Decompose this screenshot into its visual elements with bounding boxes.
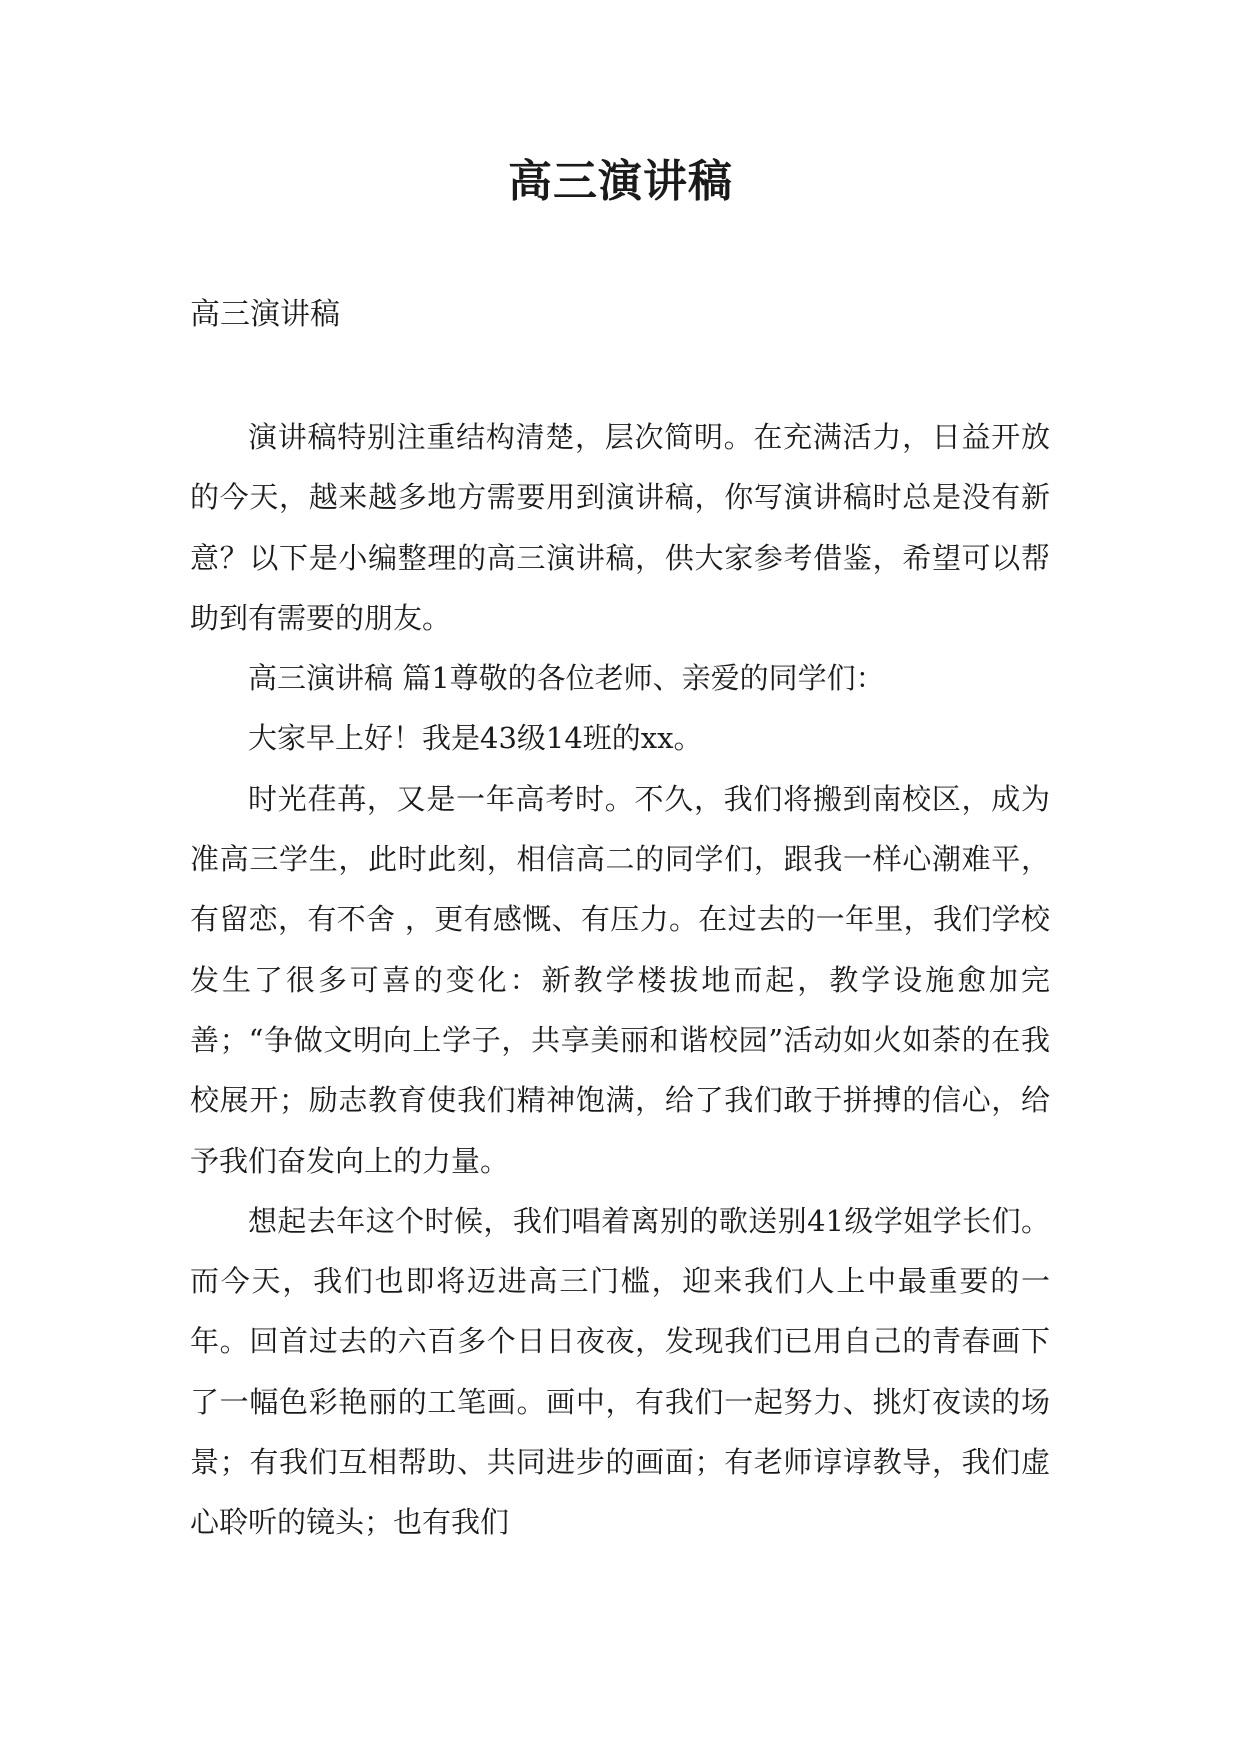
paragraph-greeting: 大家早上好！我是43级14班的xx。 (248, 721, 703, 756)
paragraph-time-passes: 时光荏苒，又是一年高考时。不久，我们将搬到南校区，成为准高三学生，此时此刻，相信高二的同学们，跟我一样心潮难平，有留恋，有不舍 ，更有感慨、有压力。在过去的一年里，我们学校发生了很多可喜的变化：新教学楼拔地而起，教学设施愈加完善；“争做文明向上学子，共享美丽和谐校园”活动如火如荼的在我校展开；励志教育使我们精神饱满，给了我们敢于拼搏的信心，给予我们奋发向上的力量。 (190, 781, 1050, 1178)
paragraph-salutation: 高三演讲稿 篇1尊敬的各位老师、亲爱的同学们： (248, 661, 885, 696)
document-subtitle: 高三演讲稿 (190, 297, 340, 332)
paragraph-memories: 想起去年这个时候，我们唱着离别的歌送别41级学姐学长们。而今天，我们也即将迈进高三门槛，迎来我们人上中最重要的一年。回首过去的六百多个日日夜夜，发现我们已用自己的青春画下了一幅色彩艳丽的工笔画。画中，有我们一起努力、挑灯夜读的场景；有我们互相帮助、共同进步的画面；有老师谆谆教导，我们虚心聆听的镜头；也有我们 (190, 1203, 1050, 1540)
document-body (190, 407, 1050, 1553)
document-title: 高三演讲稿 (508, 156, 733, 207)
paragraph-intro: 演讲稿特别注重结构清楚，层次简明。在充满活力，日益开放的今天，越来越多地方需要用到演讲稿，你写演讲稿时总是没有新意？以下是小编整理的高三演讲稿，供大家参考借鉴，希望可以帮助到有需要的朋友。 (190, 420, 1050, 635)
